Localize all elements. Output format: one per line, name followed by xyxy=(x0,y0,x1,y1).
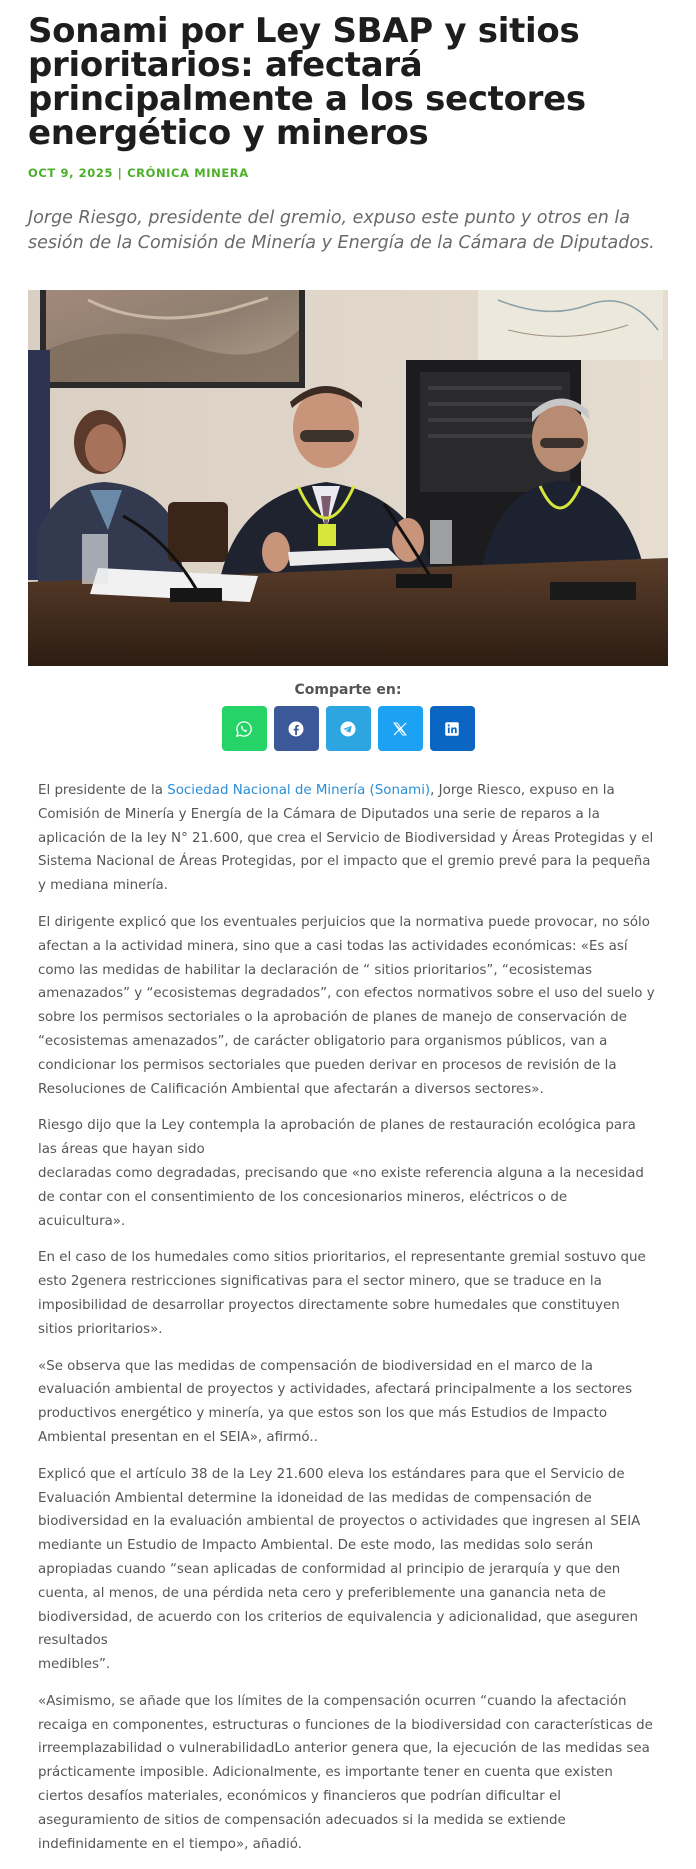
facebook-share-button[interactable] xyxy=(274,706,319,751)
whatsapp-share-button[interactable] xyxy=(222,706,267,751)
telegram-share-button[interactable] xyxy=(326,706,371,751)
paragraph: «Asimismo, se añade que los límites de la compensación ocurren “cuando la afectación recaiga en componentes, estructuras o funciones de la biodiversidad con características de irreemplazabilidad o vulnerabilidadLo anterior genera que, la ejecución de las medidas sea prácticamente imposible. Adicionalmente, es importante tener en cuenta que existen ciertos desafíos materiales, económicos y financieros que podrían dificultar el aseguramiento de sitios de compensación adecuados si la medida se extiende indefinidamente en el tiempo», añadió. xyxy=(38,1693,653,1852)
whatsapp-icon xyxy=(235,720,253,738)
article-date: OCT 9, 2025 xyxy=(28,166,114,180)
paragraph-text: , Jorge Riesco, expuso en la Comisión de Minería y Energía de la Cámara de Diputados una serie de reparos a la aplicación de la ley N° 21.600, que crea el Servicio de Biodiversidad y Áreas Protegidas y el Sistema Nacional de Áreas Protegidas, por el impacto que el gremio prevé para la pequeña y mediana minería. xyxy=(38,783,654,894)
paragraph xyxy=(38,779,658,898)
linkedin-share-button[interactable] xyxy=(430,706,475,751)
paragraph-text: Explicó que el artículo 38 de la Ley 21.600 eleva los estándares para que el Servicio de Evaluación Ambiental determine la idoneidad de las medidas de compensación de biodiversidad en la evaluación ambiental de proyectos o actividades que ingresen al SEIA mediante un Estudio de Impacto Ambiental. De este modo, las medidas solo serán apropiadas cuando “sean aplicadas de conformidad al principio de jerarquía y que den cuenta, al menos, de una pérdida neta cero y preferiblemente una ganancia neta de biodiversidad, de acuerdo con los criterios de equivalencia y adicionalidad, que aseguren resultados xyxy=(38,1466,641,1649)
paragraph xyxy=(38,1463,658,1677)
facebook-icon xyxy=(287,720,305,738)
paragraph: «Se observa que las medidas de compensación de biodiversidad en el marco de la evaluación ambiental de proyectos y actividades, afectará principalmente a los sectores productivos energético y minería, ya que estos son los que más Estudios de Impacto Ambiental presentan en el SEIA», afirmó.. xyxy=(38,1358,633,1445)
share-label: Comparte en: xyxy=(294,682,402,698)
paragraph: En el caso de los humedales como sitios prioritarios, el representante gremial sostuvo que esto 2genera restricciones significativas para el sector minero, que se traduce en la imposibilidad de desarrollar proyectos directamente sobre humedales que constituyen sitios prioritarios». xyxy=(38,1250,646,1337)
paragraph-text: medibles”. xyxy=(38,1657,111,1673)
linkedin-icon xyxy=(443,720,461,738)
article-lead: Jorge Riesgo, presidente del gremio, expuso este punto y otros en la sesión de la Comisión de Minería y Energía de la Cámara de Diputados. xyxy=(28,208,655,253)
paragraph-text: declaradas como degradadas, precisando que «no existe referencia alguna a la necesidad de contar con el consentimiento de los concesionarios mineros, eléctricos o de acuicultura». xyxy=(38,1165,644,1229)
article-meta xyxy=(28,166,668,180)
sonami-link[interactable]: Sociedad Nacional de Minería (Sonami) xyxy=(167,783,431,798)
paragraph: El dirigente explicó que los eventuales perjuicios que la normativa puede provocar, no sólo afectan a la actividad minera, sino que a casi todas las actividades económicas: «Es así como las medidas de habilitar la declaración de “ sitios prioritarios”, “ecosistemas amenazados” y “ecosistemas degradados”, con efectos normativos sobre el uso del suelo y sobre los permisos sectoriales o la aprobación de planes de manejo de conservación de “ecosistemas amenazados”, de carácter obligatorio para organismos públicos, van a condicionar los permisos sectoriales que pueden derivar en procesos de revisión de la Resoluciones de Calificación Ambiental que afectarán a diversos sectores». xyxy=(38,914,655,1097)
article-body xyxy=(28,751,668,1856)
article-photo xyxy=(28,290,668,666)
meta-separator: | xyxy=(117,166,123,180)
paragraph-text: El presidente de la xyxy=(38,783,168,798)
x-icon xyxy=(391,720,409,738)
share-buttons xyxy=(28,706,668,751)
paragraph-text: Riesgo dijo que la Ley contempla la aprobación de planes de restauración ecológica para las áreas que hayan sido xyxy=(38,1118,636,1158)
telegram-icon xyxy=(339,720,357,738)
share-section xyxy=(28,682,668,751)
paragraph xyxy=(38,1114,658,1233)
x-share-button[interactable] xyxy=(378,706,423,751)
article-title: Sonami por Ley SBAP y sitios prioritarios: afectará principalmente a los sectores energético y mineros xyxy=(28,11,586,153)
category-link[interactable]: CRÓNICA MINERA xyxy=(127,166,249,180)
